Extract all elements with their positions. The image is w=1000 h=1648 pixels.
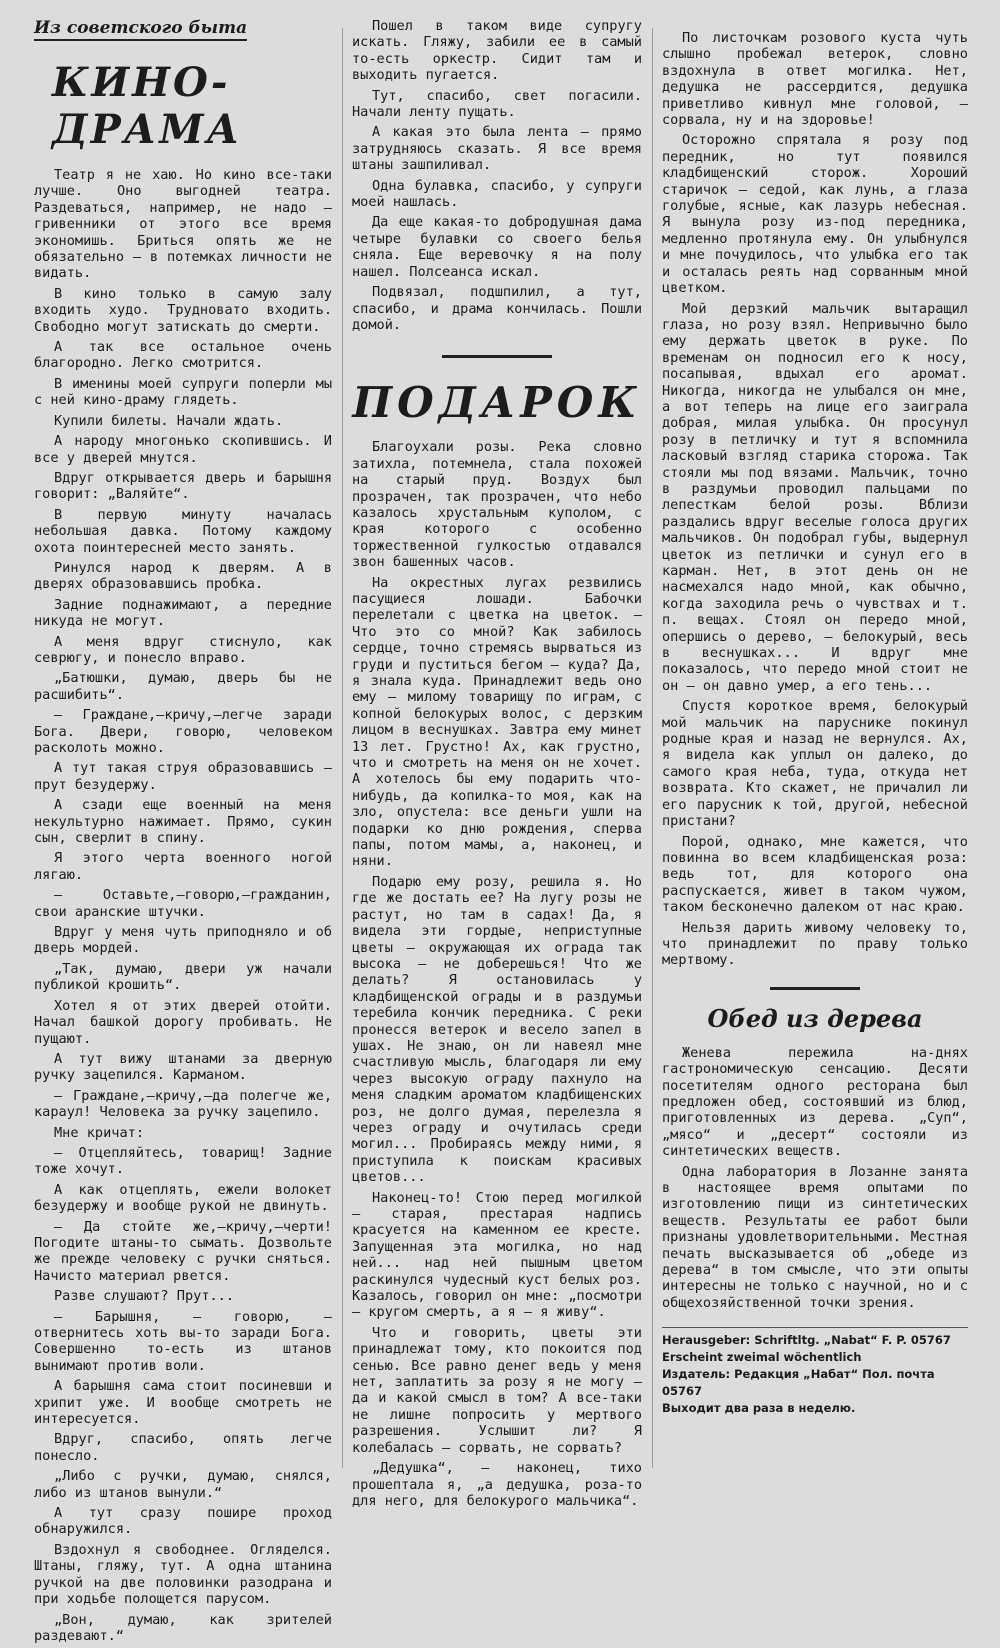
paragraph: А так все остальное очень благородно. Легко смотрится. bbox=[34, 339, 332, 372]
paragraph: „Дедушка“, — наконец, тихо прошептала я, „а дедушка, роза-то для него, для белокурого мальчика“. bbox=[352, 1460, 642, 1509]
article-separator bbox=[770, 987, 860, 990]
paragraph: Подарю ему розу, решила я. Но где же достать ее? На лугу розы не растут, но там в садах! Да, я видела эти гордые, неприступные цветы — окружающая их ограда так высока — не доберешься! Что же делать? Я остановилась у кладбищенской ограды и в раздумьи теребила кончик передника. С реки пронесся ветерок и весело запел в ушах. Не знаю, он ли навеял мне счастливую мысль, благодаря ли ему через высокую ограду пахнуло на меня сладким ароматом кладбищенских роз, не долго думая, перелезла я через ограду и очутилась среди могил... Пробираясь между ними, я приступила к поискам красивых цветов... bbox=[352, 873, 642, 1186]
paragraph: В кино только в самую залу входить худо. Трудновато входить. Свободно могут затискать до смерти. bbox=[34, 285, 332, 335]
paragraph: Тут, спасибо, свет погасили. Начали ленту пущать. bbox=[352, 87, 642, 121]
paragraph: А тут вижу штанами за дверную ручку зацепился. Карманом. bbox=[34, 1050, 332, 1084]
paragraph: Порой, однако, мне кажется, что повинна во всем кладбищенская роза: ведь тот, для которого она распускается, живет в таком чужом, таком бесконечно далеком от нас краю. bbox=[662, 833, 968, 916]
paragraph: Вдруг, спасибо, опять легче понесло. bbox=[34, 1431, 332, 1464]
column-1 bbox=[34, 18, 332, 1648]
paragraph: „Либо с ручки, думаю, снялся, либо из штанов вынули.“ bbox=[34, 1468, 332, 1501]
paragraph: Благоухали розы. Река словно затихла, потемнела, стала похожей на старый пруд. Воздух был прозрачен, так прозрачен, что небо казалось хрустальным куполом, с края которого с особенно торжественной гулкостью отдавался звон башенных часов. bbox=[352, 439, 642, 571]
paragraph: Мне кричат: bbox=[54, 1124, 145, 1141]
paragraph: Осторожно спрятала я розу под передник, но тут появился кладбищенский сторож. Хороший старичок — седой, как лунь, а глаза голубые, ясные, как лазурь небесная. Я вынула розу из-под передника, медленно протянула ему. Он улыбнулся и мне почудилось, что улыбка его так и осталась реять над сорванным мной цветком. bbox=[662, 132, 968, 297]
article-separator bbox=[442, 355, 552, 358]
paragraph: Задние поднажимают, а передние никуда не могут. bbox=[34, 596, 332, 630]
paragraph: А народу многонько скопившись. И все у дверей мнутся. bbox=[34, 433, 332, 466]
paragraph: А тут сразу пошире проход обнаружился. bbox=[34, 1505, 332, 1538]
paragraph: Купили билеты. Начали ждать. bbox=[54, 412, 284, 429]
paragraph: — Граждане,—кричу,—легче заради Бога. Двери, говорю, человеком расколоть можно. bbox=[34, 707, 332, 756]
column-2 bbox=[352, 18, 642, 1513]
paragraph: Хотел я от этих дверей отойти. Начал башкой дорогу пробивать. Не пущают. bbox=[34, 997, 332, 1047]
paragraph: — Граждане,—кричу,—да полегче же, караул! Человека за ручку зацепило. bbox=[34, 1087, 332, 1121]
article-title-podarok: ПОДАРОК bbox=[352, 378, 642, 428]
paragraph: Наконец-то! Стою перед могилкой — старая, престарая надпись красуется на каменном ее кресте. Запущенная эта могилка, но над ней... над ней пышным цветом раскинулся чудесный куст белых роз. Казалось, говорил он мне: „посмотри — кругом смерть, а я — я живу“. bbox=[352, 1189, 642, 1321]
paragraph: Спустя короткое время, белокурый мой мальчик на паруснике покинул родные края и назад не вернулся. Ах, я видела как уплыл он далеко, до самого края неба, туда, откуда нет возврата. Кто скажет, не причалил ли его парусник к той, другой, небесной пристани? bbox=[662, 698, 968, 830]
paragraph: А сзади еще военный на меня некультурно нажимает. Прямо, сукин сын, сверлит в спину. bbox=[34, 797, 332, 847]
article-title-kino-drama: КИНО-ДРАМА bbox=[52, 59, 243, 153]
paragraph: Мой дерзкий мальчик вытаращил глаза, но розу взял. Непривычно было ему держать цветок в руке. По временам он подносил его к носу, посапывая, вдыхал его аромат. Никогда, никогда не улыбался он мне, а вот теперь на лице его заиграла добрая, милая улыбка. Он просунул розу в петличку и тут я вспомнила ласковый взгляд старика сторожа. Так стояли мы под вязами. Мальчик, точно в раздумьи проводил пальцами по лепесткам белой розы. Вблизи раздались вдруг веселые голоса других мальчиков. Он подобрал губы, выдернул цветок из петлички и сунул его в карман. Нет, в этот день он не насмехался надо мной, как обычно, когда заходила речь о чувствах и т. п. вещах. Стоял он передо мной, опершись о дерево, — белокурый, весь в веснушках... И вдруг мне показалось, что передо мной стоит не он — он давно умер, а его тень... bbox=[662, 300, 968, 694]
paragraph: „Вон, думаю, как зрителей раздевают.“ bbox=[34, 1611, 332, 1644]
paragraph: А меня вдруг стиснуло, как севрюгу, и понесло вправо. bbox=[34, 633, 332, 666]
paragraph: Пошел в таком виде супругу искать. Гляжу, забили ее в самый то-есть оркестр. Сидит там и выходить пугается. bbox=[352, 18, 642, 84]
paragraph: Одна лаборатория в Лозанне занята в настоящее время опытами по изготовлению пищи из синтетических веществ. Результаты ее работ были признаны удовлетворительными. Местная печать высказывается об „обеде из дерева“ в том смысле, что эти опыты интересны не только с научной, но и с общехозяйственной точки зрения. bbox=[662, 1163, 968, 1311]
article-body-podarok bbox=[352, 439, 642, 1509]
paragraph: Нельзя дарить живому человеку то, что принадлежит по праву только мертвому. bbox=[662, 919, 968, 969]
imprint-line: Erscheint zweimal wöchentlich bbox=[662, 1350, 862, 1365]
paragraph: Театр я не хаю. Но кино все-таки лучше. Оно выгодней театра. Раздеваться, например, не надо — гривенники от этого все время экономишь. Бриться опять же не обязательно — в потемках личности не видать. bbox=[34, 167, 332, 282]
paragraph: А барышня сама стоит посиневши и хрипит уже. И вообще смотреть не интересуется. bbox=[34, 1378, 332, 1428]
article-title-obed: Обед из дерева bbox=[707, 1003, 923, 1033]
paragraph: В первую минуту началась небольшая давка. Потому каждому охота поинтересней место занять. bbox=[34, 506, 332, 556]
paragraph: А как отцеплять, ежели волокет безудержу и вообще рукой не двинуть. bbox=[34, 1181, 332, 1215]
column-rule bbox=[652, 28, 653, 1468]
paragraph: Ринулся народ к дверям. А в дверях образовавшись пробка. bbox=[34, 559, 332, 593]
article-body-kino-drama bbox=[34, 167, 332, 1644]
paragraph: В именины моей супруги поперли мы с ней кино-драму глядеть. bbox=[34, 375, 332, 409]
paragraph: Одна булавка, спасибо, у супруги моей нашлась. bbox=[352, 177, 642, 211]
paragraph: Да еще какая-то добродушная дама четыре булавки со своего белья сняла. Еще веревочку я на полу нашел. Полсеанса искал. bbox=[352, 214, 642, 280]
paragraph: А тут такая струя образовавшись — прут безудержу. bbox=[34, 760, 332, 793]
paragraph: А какая это была лента — прямо затрудняюсь сказать. Я все время штаны зашпиливал. bbox=[352, 124, 642, 174]
paragraph: На окрестных лугах резвились пасущиеся лошади. Бабочки перелетали с цветка на цветок. — Что это со мной? Как забилось сердце, точно стремясь вырваться из груди и пуститься бегом — куда? Да, я знала куда. Принадлежит ведь оно ему — милому товарищу по играм, с копной белокурых волос, с дерзким лицом в веснушках. Завтра ему минет 13 лет. Грустно! Ах, как грустно, что и смотреть на меня он не хочет. А хотелось бы ему подарить что-нибудь, да копилка-то моя, как на зло, опустела: все деньги ушли на подарки ко дню рождения, сперва папы, потом мамы, а, наконец, и няни. bbox=[352, 574, 642, 870]
article-body-obed bbox=[662, 1045, 968, 1312]
paragraph: По листочкам розового куста чуть слышно пробежал ветерок, словно вздохнула в ответ могилка. Нет, дедушка не рассердится, дедушка приветливо кивнул мне головой, — сорвала, ну и на здоровье! bbox=[662, 30, 968, 129]
paragraph: Подвязал, подшпилил, а тут, спасибо, и драма кончилась. Пошли домой. bbox=[352, 284, 642, 333]
paragraph: Вдруг у меня чуть приподняло и об дверь мордей. bbox=[34, 924, 332, 957]
paragraph: — Да стойте же,—кричу,—черти! Погодите штаны-то сымать. Дозвольте же прежде человеку с ручки сняться. Начисто материал рвется. bbox=[34, 1218, 332, 1284]
imprint-line: Herausgeber: Schriftltg. „Nabat“ F. P. 05767 bbox=[662, 1333, 951, 1348]
imprint-block bbox=[662, 1327, 968, 1417]
paragraph: Вдруг открывается дверь и барышня говорит: „Валяйте“. bbox=[34, 469, 332, 503]
paragraph: Что и говорить, цветы эти принадлежат тому, кто покоится под сенью. Все равно денег ведь у меня нет, заплатить за розу я не могу — да и какой смысл в том? А все-таки не лишне попросить у мертвого разрешения. Услышит ли? Я колебалась — сорвать, не сорвать? bbox=[352, 1324, 642, 1456]
paragraph: „Батюшки, думаю, дверь бы не расшибить“. bbox=[34, 670, 332, 703]
column-rule bbox=[342, 28, 343, 1468]
paragraph: „Так, думаю, двери уж начали публикой крошить“. bbox=[34, 960, 332, 994]
paragraph: Я этого черта военного ногой лягаю. bbox=[34, 850, 332, 883]
paragraph: Вздохнул я свободнее. Огляделся. Штаны, гляжу, тут. А одна штанина ручкой на две половинки разодрана и при ходьбе полощется парусом. bbox=[34, 1541, 332, 1608]
imprint-line: Издатель: Редакция „Набат“ Пол. почта 05767 bbox=[662, 1367, 935, 1399]
paragraph: — Барышня, — говорю, — отвернитесь хоть вы-то заради Бога. Совершенно то-есть из штанов вынимают против воли. bbox=[34, 1308, 332, 1374]
paragraph: — Отцепляйтесь, товарищ! Задние тоже хочут. bbox=[34, 1144, 332, 1178]
paragraph: Разве слушают? Прут... bbox=[54, 1288, 235, 1305]
article-body-podarok-continued bbox=[662, 30, 968, 969]
imprint-line: Выходит два раза в неделю. bbox=[662, 1401, 856, 1416]
paragraph: — Оставьте,—говорю,—гражданин, свои аранские штучки. bbox=[34, 887, 332, 920]
section-label: Из советского быта bbox=[34, 18, 247, 41]
article-body-kino-drama-continued bbox=[352, 18, 642, 333]
column-3 bbox=[662, 30, 968, 1417]
paragraph: Женева пережила на-днях гастрономическую сенсацию. Десяти посетителям одного ресторана был предложен обед, состоявший из блюд, приготовленных из дерева. „Суп“, „мясо“ и „десерт“ состояли из синтетических веществ. bbox=[662, 1044, 968, 1160]
